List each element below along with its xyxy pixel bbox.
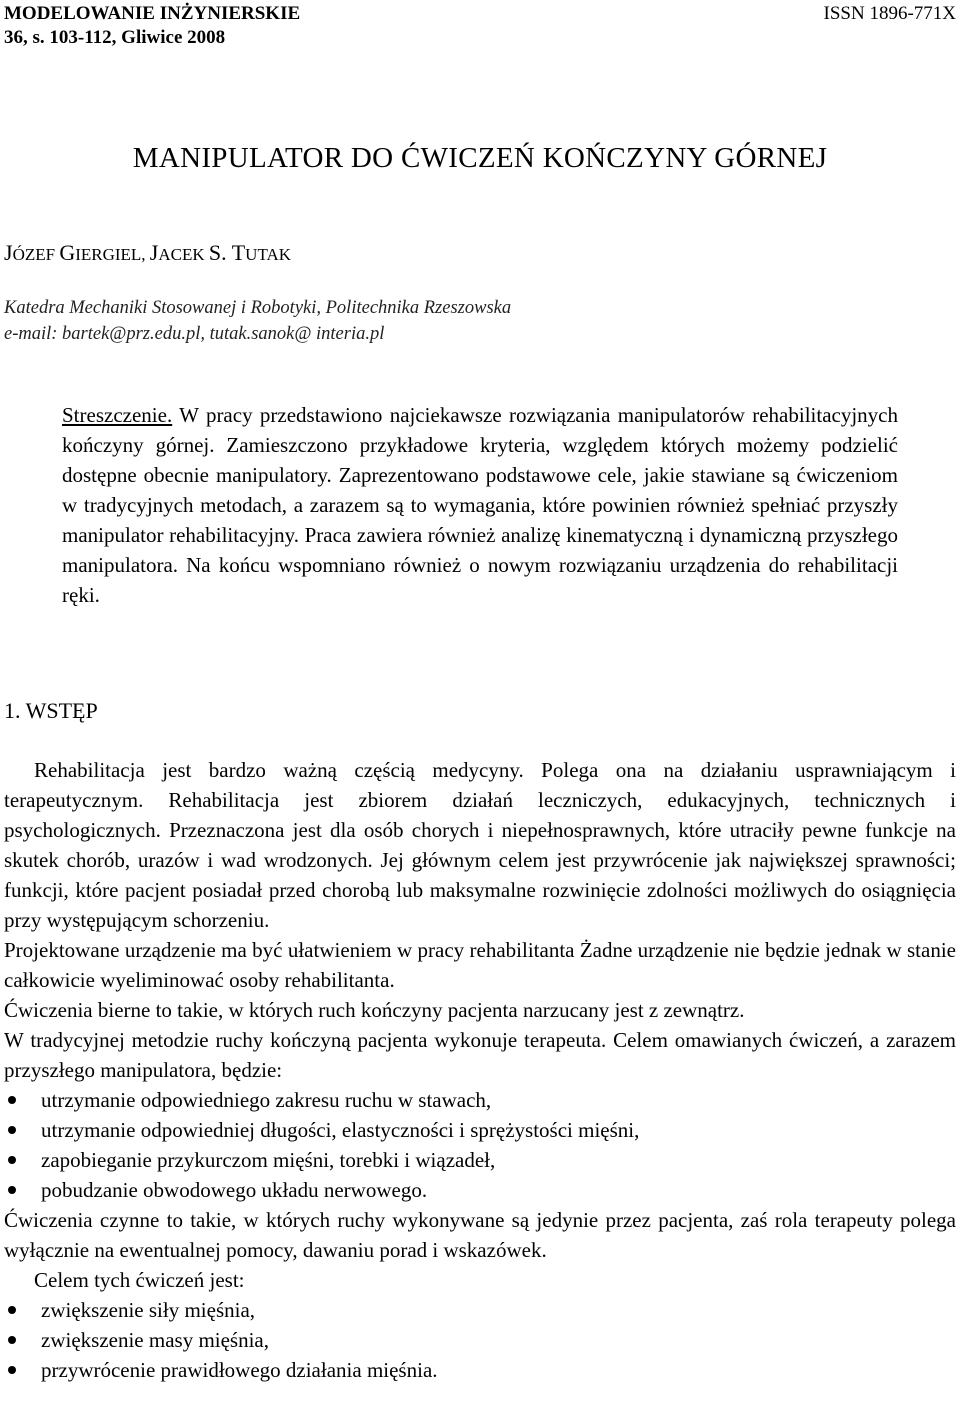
bullet-list <box>4 1295 956 1385</box>
list-item <box>4 1355 956 1385</box>
list-item-text: przywrócenie prawidłowego działania mięśnia. <box>41 1358 438 1382</box>
body-paragraph: Celem tych ćwiczeń jest: <box>34 1268 245 1292</box>
author-smallcaps: ÓZEF <box>12 245 60 264</box>
bullet-icon <box>8 1096 16 1104</box>
bullet-list <box>4 1085 956 1205</box>
bullet-icon <box>8 1336 16 1344</box>
author-list <box>4 238 291 270</box>
abstract-block <box>62 400 898 610</box>
list-item-text: zwiększenie masy mięśnia, <box>41 1328 270 1352</box>
abstract-label: Streszczenie. <box>62 403 173 427</box>
list-item <box>4 1295 956 1325</box>
author-initial: J <box>149 240 159 265</box>
list-item-text: zapobieganie przykurczom mięśni, torebki i wiązadeł, <box>41 1148 496 1172</box>
affiliation-block <box>4 295 511 347</box>
bullet-icon <box>8 1186 16 1194</box>
list-item-text: utrzymanie odpowiedniej długości, elastyczności i sprężystości mięśni, <box>41 1118 640 1142</box>
list-item <box>4 1325 956 1355</box>
list-item-text: pobudzanie obwodowego układu nerwowego. <box>41 1178 428 1202</box>
affiliation-department: Katedra Mechaniki Stosowanej i Robotyki, Politechnika Rzeszowska <box>4 298 512 318</box>
bullet-icon <box>8 1306 16 1314</box>
author-smallcaps: ACEK <box>158 245 209 264</box>
list-item <box>4 1145 956 1175</box>
list-item <box>4 1085 956 1115</box>
issn-number: ISSN 1896-771X <box>823 3 956 24</box>
paper-title: MANIPULATOR DO ĆWICZEŃ KOŃCZYNY GÓRNEJ <box>132 142 828 174</box>
abstract-text: W pracy przedstawiono najciekawsze rozwiązania manipulatorów rehabilitacyjnych kończyny górnej. Zamieszczono przykładowe kryteria, względem których możemy podzielić dostępne obecnie manipulatory. Zaprezentowano podstawowe cele, jakie stawiane są ćwiczeniom w tradycyjnych metodach, a zarazem są to wymagania, które powinien również spełniać przyszły manipulator rehabilitacyjny. Praca zawiera również analizę kinematyczną i dynamiczną przyszłego manipulatora. Na końcu wspomniano również o nowym rozwiązaniu urządzenia do rehabilitacji ręki. <box>62 403 898 607</box>
body-paragraph: W tradycyjnej metodzie ruchy kończyną pacjenta wykonuje terapeuta. Celem omawianych ćwiczeń, a zarazem przyszłego manipulatora, będzie: <box>4 1028 956 1082</box>
author-initial: G <box>59 240 76 265</box>
body-text <box>4 755 956 1385</box>
author-smallcaps: UTAK <box>245 245 292 264</box>
journal-name: MODELOWANIE INŻYNIERSKIE <box>4 3 301 24</box>
bullet-icon <box>8 1156 16 1164</box>
list-item <box>4 1115 956 1145</box>
list-item <box>4 1175 956 1205</box>
affiliation-email: e-mail: bartek@prz.edu.pl, tutak.sanok@ interia.pl <box>4 324 385 344</box>
author-initial: S. T <box>208 240 246 265</box>
list-item-text: utrzymanie odpowiedniego zakresu ruchu w stawach, <box>41 1088 492 1112</box>
body-paragraph: Projektowane urządzenie ma być ułatwieniem w pracy rehabilitanta Żadne urządzenie nie będzie jednak w stanie całkowicie wyeliminować osoby rehabilitanta. <box>4 938 956 992</box>
journal-issue: 36, s. 103-112, Gliwice 2008 <box>4 27 226 48</box>
section-heading: 1. WSTĘP <box>4 698 98 723</box>
body-paragraph: Ćwiczenia bierne to takie, w których ruch kończyny pacjenta narzucany jest z zewnątrz. <box>4 998 745 1022</box>
page-header <box>4 2 956 50</box>
list-item-text: zwiększenie siły mięśnia, <box>41 1298 256 1322</box>
author-initial: J <box>4 240 13 265</box>
author-smallcaps: IERGIEL, <box>75 245 150 264</box>
bullet-icon <box>8 1126 16 1134</box>
bullet-icon <box>8 1366 16 1374</box>
body-paragraph: Rehabilitacja jest bardzo ważną częścią medycyny. Polega ona na działaniu usprawniającym i terapeutycznym. Rehabilitacja jest zbiorem działań leczniczych, edukacyjnych, technicznych i psychologicznych. Przeznaczona jest dla osób chorych i niepełnosprawnych, które utraciły pewne funkcje na skutek chorób, urazów i wad wrodzonych. Jej głównym celem jest przywrócenie jak największej sprawności; funkcji, które pacjent posiadał przed chorobą lub maksymalne rozwinięcie zdolności możliwych do osiągnięcia przy występującym schorzeniu. <box>4 758 956 932</box>
body-paragraph: Ćwiczenia czynne to takie, w których ruchy wykonywane są jedynie przez pacjenta, zaś rola terapeuty polega wyłącznie na ewentualnej pomocy, dawaniu porad i wskazówek. <box>4 1208 956 1262</box>
